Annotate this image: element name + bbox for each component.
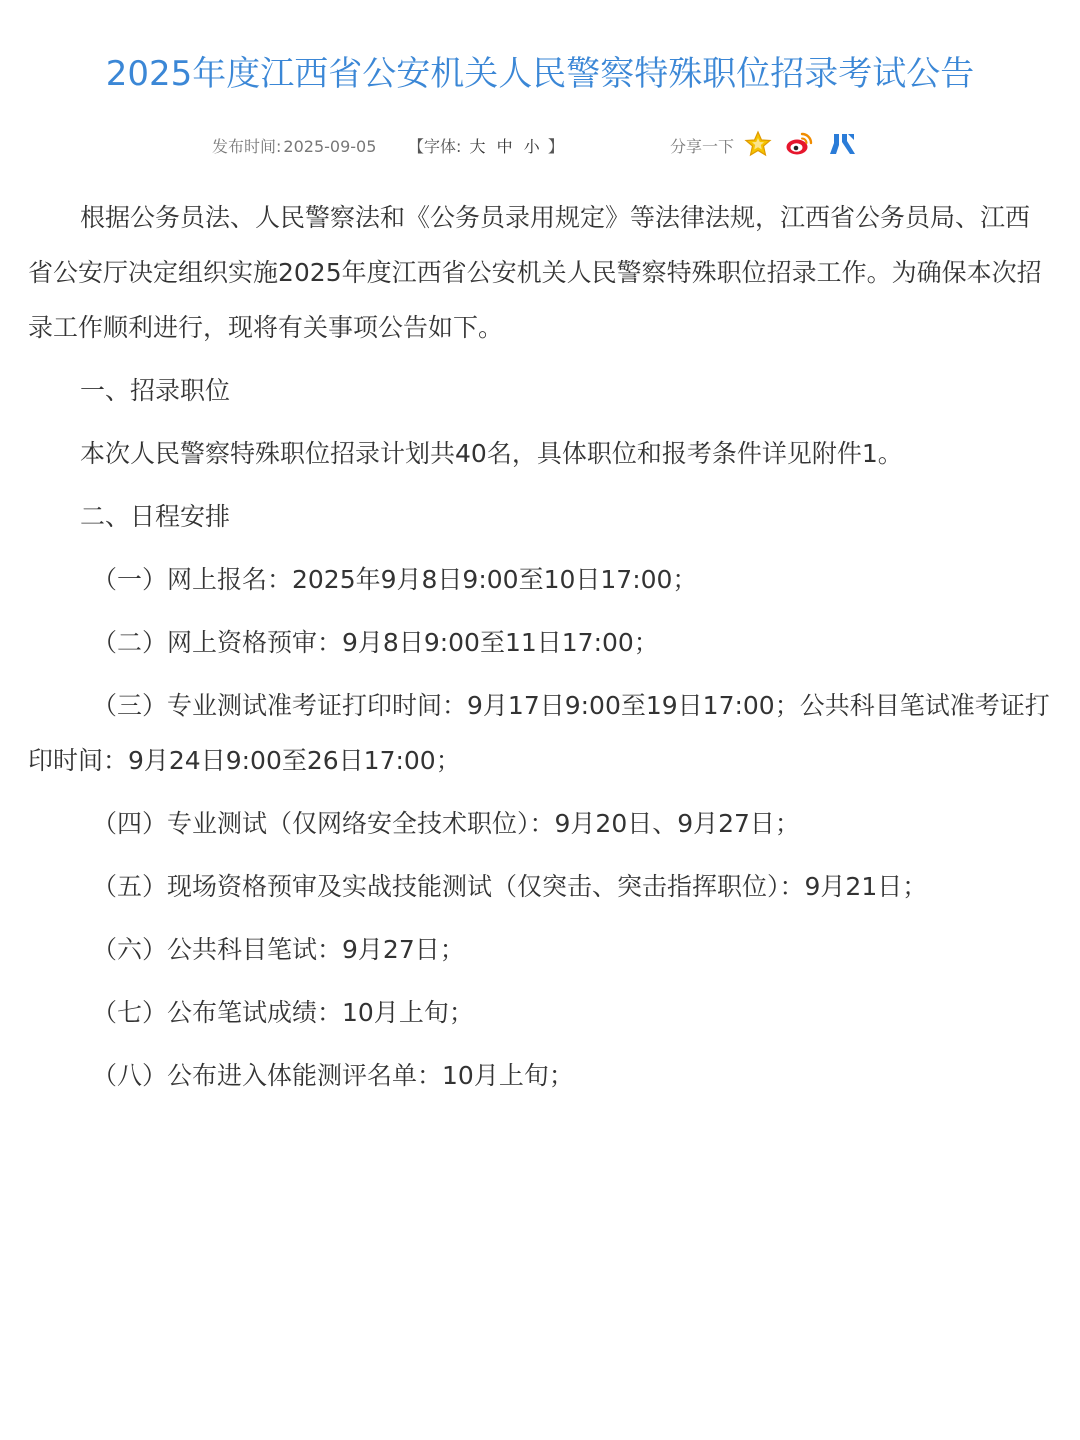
- weibo-icon[interactable]: [785, 130, 813, 158]
- favorite-star-icon[interactable]: [744, 130, 772, 158]
- renren-icon[interactable]: [828, 130, 856, 158]
- schedule-item: （一）网上报名：2025年9月8日9:00至10日17:00；: [92, 565, 698, 594]
- schedule-item: （八）公布进入体能测评名单：10月上旬；: [92, 1061, 574, 1090]
- positions-paragraph: 本次人民警察特殊职位招录计划共40名，具体职位和报考条件详见附件1。: [80, 439, 903, 468]
- publish-info: [212, 134, 376, 157]
- publish-label: 发布时间:: [212, 137, 282, 156]
- schedule-item: （四）专业测试（仅网络安全技术职位）：9月20日、9月27日；: [92, 809, 800, 838]
- font-size-small-button[interactable]: 小: [523, 137, 540, 156]
- schedule-item: （二）网上资格预审：9月8日9:00至11日17:00；: [92, 628, 659, 657]
- intro-paragraph: 根据公务员法、人民警察法和《公务员录用规定》等法律法规，江西省公务员局、江西省公安厅决定组织实施2025年度江西省公安机关人民警察特殊职位招录工作。为确保本次招录工作顺利进行，现将有关事项公告如下。: [28, 203, 1042, 342]
- font-size-close-label: 】: [547, 137, 564, 156]
- schedule-item: （六）公共科目笔试：9月27日；: [92, 935, 465, 964]
- schedule-item: （七）公布笔试成绩：10月上旬；: [92, 998, 474, 1027]
- font-size-open-label: 【字体:: [408, 137, 462, 156]
- schedule-item: （五）现场资格预审及实战技能测试（仅突击、突击指挥职位）：9月21日；: [92, 872, 928, 901]
- article-title: 2025年度江西省公安机关人民警察特殊职位招录考试公告: [105, 54, 975, 94]
- article-meta-bar: [0, 128, 1080, 162]
- section-heading-schedule: 二、日程安排: [80, 502, 231, 531]
- section-heading-positions: 一、招录职位: [80, 376, 231, 405]
- schedule-item: （三）专业测试准考证打印时间：9月17日9:00至19日17:00；公共科目笔试准考证打印时间：9月24日9:00至26日17:00；: [28, 691, 1050, 775]
- font-size-control: [408, 134, 564, 157]
- share-label: 分享一下: [670, 137, 735, 156]
- publish-date: 2025-09-05: [283, 137, 377, 156]
- article-body: [28, 190, 1052, 1103]
- font-size-large-button[interactable]: 大: [469, 137, 486, 156]
- font-size-medium-button[interactable]: 中: [496, 137, 513, 156]
